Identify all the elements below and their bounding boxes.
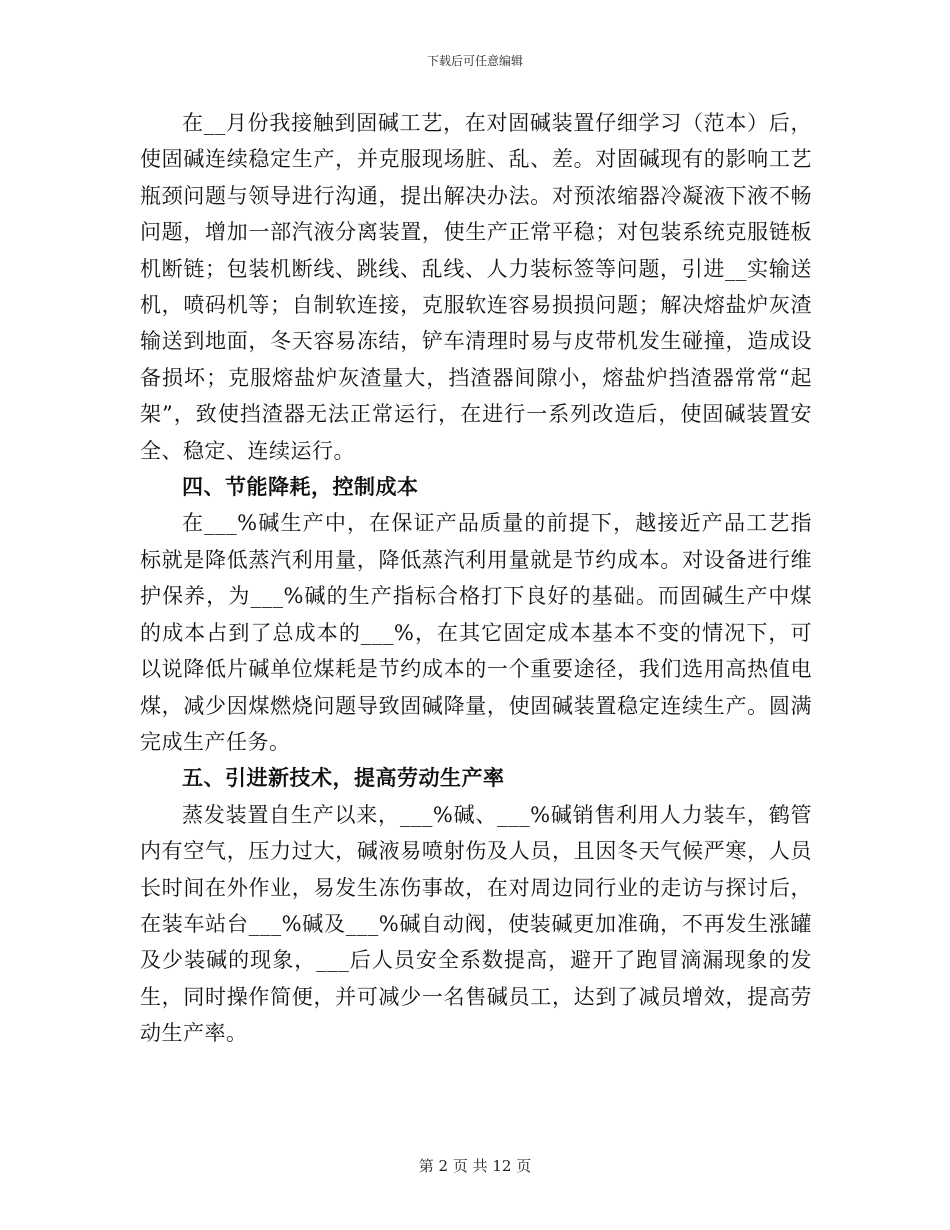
paragraph-energy-saving: 在___%碱生产中，在保证产品质量的前提下，越接近产品工艺指标就是降低蒸汽利用量，降低蒸汽利用量就是节约成本。对设备进行维护保养，为___%碱的生产指标合格打下良好的基础。而固碱生产中煤的成本占到了总成本的___%，在其它固定成本基本不变的情况下，可以说降低片碱单位煤耗是节约成本的一个重要途径，我们选用高热值电煤，减少因煤燃烧问题导致固碱降量，使固碱装置稳定连续生产。圆满完成生产任务。 — [140, 511, 812, 754]
section-heading-energy-saving: 四、节能降耗，控制成本 — [182, 475, 419, 500]
paragraph-solid-alkali: 在__月份我接触到固碱工艺，在对固碱装置仔细学习（范本）后，使固碱连续稳定生产，并克服现场脏、乱、差。对固碱现有的影响工艺瓶颈问题与领导进行沟通，提出解决办法。对预浓缩器冷凝液下液不畅问题，增加一部汽液分离装置，使生产正常平稳；对包装系统克服链板机断链；包装机断线、跳线、乱线、人力装标签等问题，引进__实输送机，喷码机等；自制软连接，克服软连容易损损问题；解决熔盐炉灰渣输送到地面，冬天容易冻结，铲车清理时易与皮带机发生碰撞，造成设备损坏；克服熔盐炉灰渣量大，挡渣器间隙小，熔盐炉挡渣器常常“起架”，致使挡渣器无法正常运行，在进行一系列改造后，使固碱装置安全、稳定、连续运行。 — [140, 111, 812, 463]
document-body — [140, 105, 812, 1052]
section-heading-new-technology: 五、引进新技术，提高劳动生产率 — [182, 766, 505, 791]
page-number: 第 2 页 共 12 页 — [418, 1157, 532, 1175]
paragraph-new-technology: 蒸发装置自生产以来，___%碱、___%碱销售利用人力装车，鹤管内有空气，压力过大，碱液易喷射伤及人员，且因冬天气候严寒，人员长时间在外作业，易发生冻伤事故，在对周边同行业的走访与探讨后，在装车站台___%碱及___%碱自动阀，使装碱更加准确，不再发生涨罐及少装碱的现象，___后人员安全系数提高，避开了跑冒滴漏现象的发生，同时操作简便，并可减少一名售碱员工，达到了减员增效，提高劳动生产率。 — [140, 802, 812, 1046]
page-header-note: 下载后可任意编辑 — [426, 54, 523, 68]
